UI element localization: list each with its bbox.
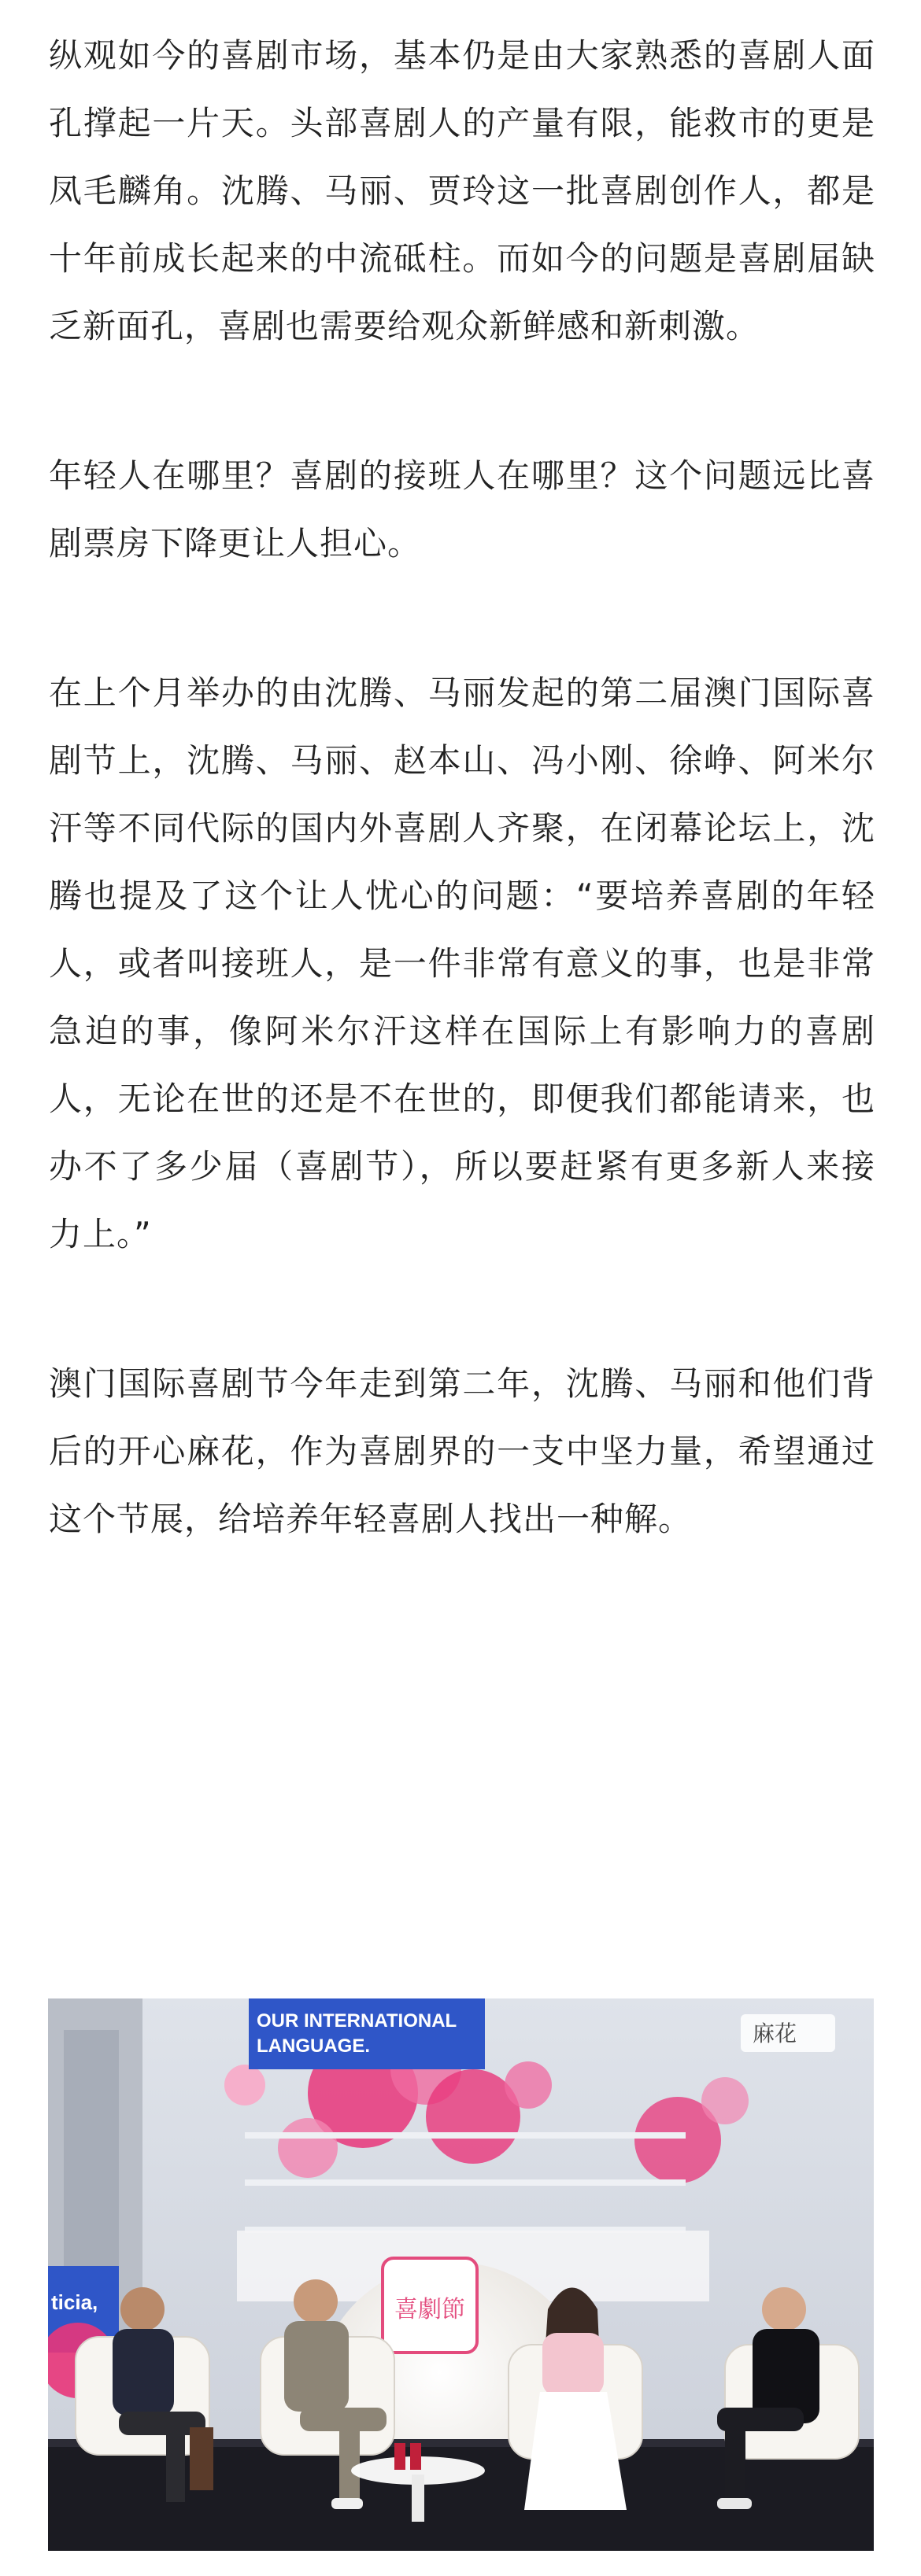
- side-screen-text: ticia,: [51, 2290, 98, 2314]
- mahua-logo: [741, 2014, 835, 2052]
- logo-text: 麻花: [753, 2021, 797, 2046]
- paragraph-1: 纵观如今的喜剧市场，基本仍是由大家熟悉的喜剧人面孔撑起一片天。头部喜剧人的产量有限，能救市的更是凤毛麟角。沈腾、马丽、贾玲这一批喜剧创作人，都是十年前成长起来的中流砥柱。而如今的问题是喜剧届缺乏新面孔，喜剧也需要给观众新鲜感和新刺激。: [49, 36, 875, 345]
- slogan-banner: [249, 1998, 485, 2069]
- paragraph-4: 澳门国际喜剧节今年走到第二年，沈腾、马丽和他们背后的开心麻花，作为喜剧界的一支中坚力量，希望通过这个节展，给培养年轻喜剧人找出一种解。: [49, 1364, 875, 1538]
- festival-sign: [383, 2258, 477, 2353]
- paragraph-spacer: [49, 360, 875, 442]
- left-window: [64, 2030, 119, 2266]
- paragraph-3: 在上个月举办的由沈腾、马丽发起的第二届澳门国际喜剧节上，沈腾、马丽、赵本山、冯小刚、徐峥、阿米尔汗等不同代际的国内外喜剧人齐聚，在闭幕论坛上，沈腾也提及了这个让人忧心的问题：“要培养喜剧的年轻人，或者叫接班人，是一件非常有意义的事，也是非常急迫的事，像阿米尔汗这样在国际上有影响力的喜剧人，无论在世的还是不在世的，即便我们都能请来，也办不了多少届（喜剧节），所以要赶紧有更多新人来接力上。”: [49, 674, 875, 1253]
- stage-photo-illustration: [48, 1998, 874, 2551]
- paragraph-spacer: [49, 578, 875, 659]
- forum-stage-photo: [48, 1998, 874, 2551]
- article-body: [49, 22, 875, 1553]
- paragraph-2: 年轻人在哪里？喜剧的接班人在哪里？这个问题远比喜剧票房下降更让人担心。: [49, 456, 875, 563]
- paragraph-spacer: [49, 1268, 875, 1350]
- banner-line-1: OUR INTERNATIONAL: [257, 2010, 457, 2032]
- banner-line-2: LANGUAGE.: [257, 2035, 370, 2057]
- sign-text: 喜劇節: [394, 2296, 465, 2323]
